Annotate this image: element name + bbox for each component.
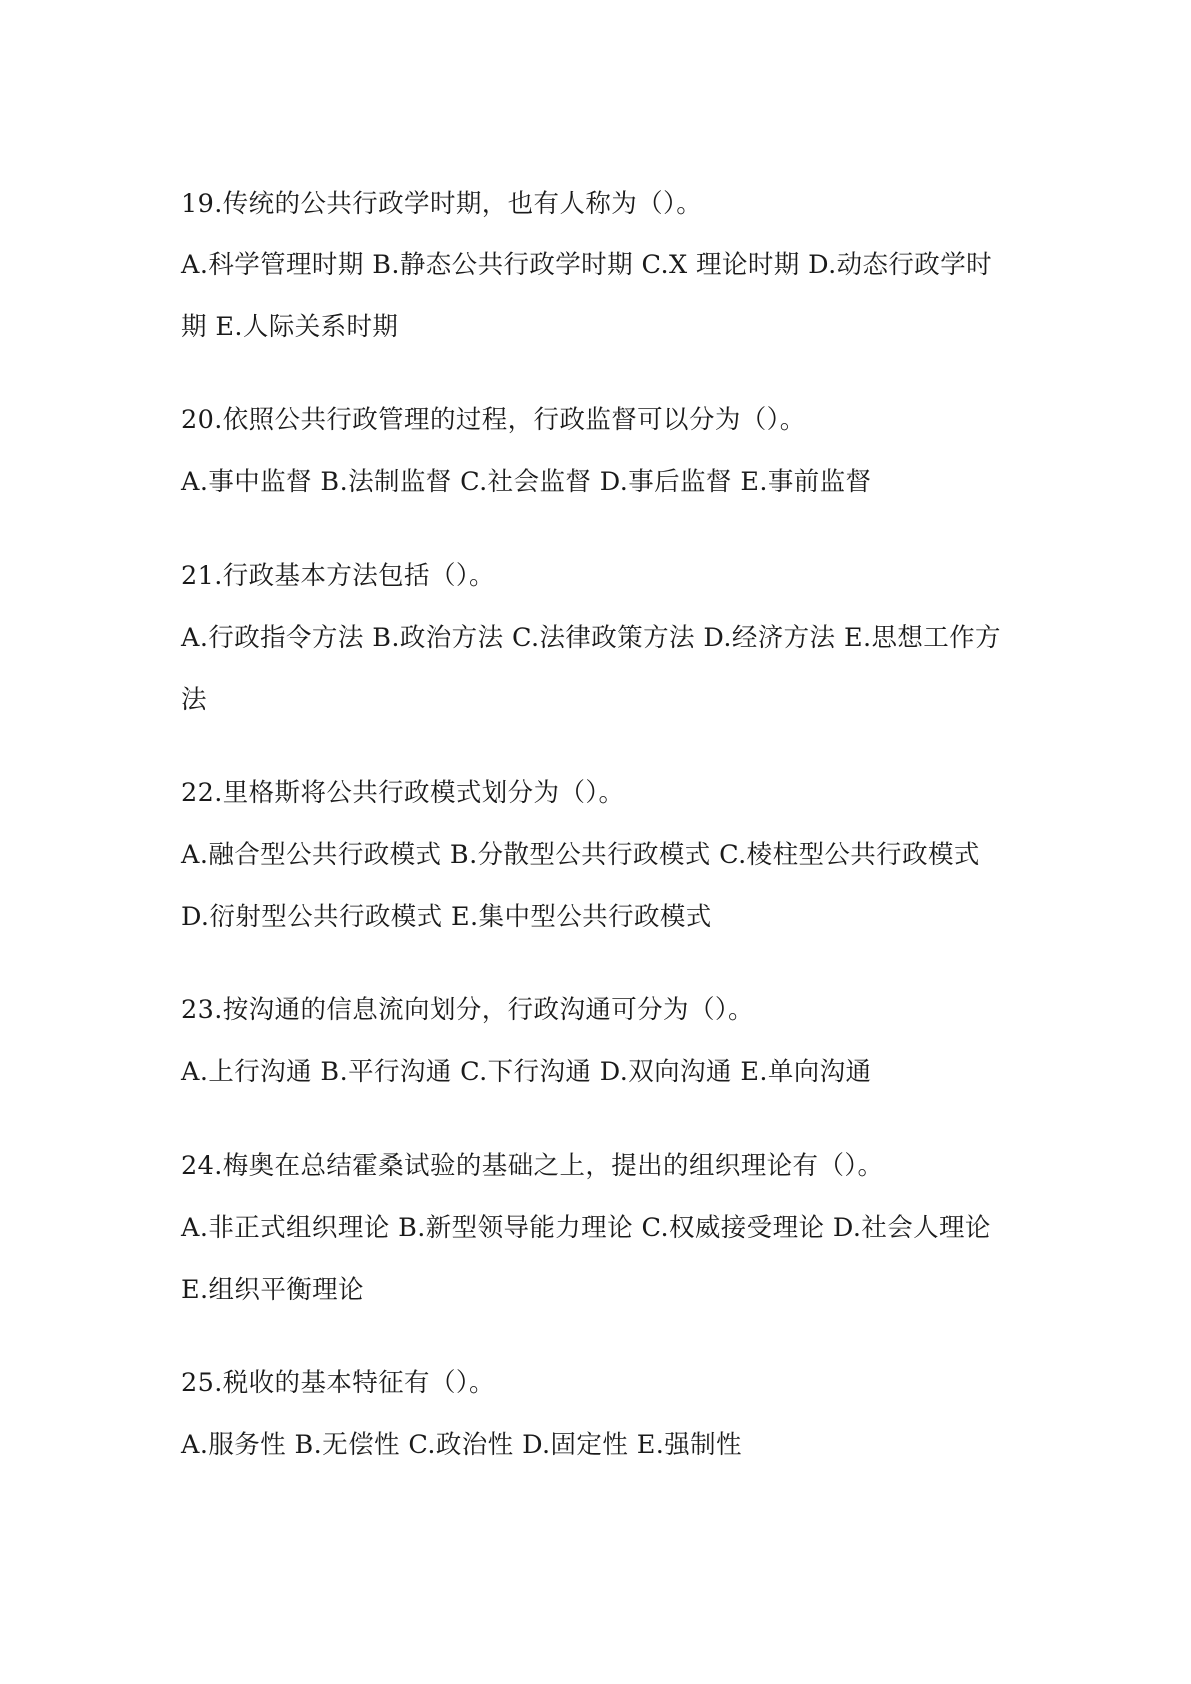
- question-23-options-line-1: A.上行沟通 B.平行沟通 C.下行沟通 D.双向沟通 E.单向沟通: [181, 1057, 872, 1087]
- question-21-options-line-1: A.行政指令方法 B.政治方法 C.法律政策方法 D.经济方法 E.思想工作方: [181, 623, 1001, 653]
- question-22-options-line-2: D.衍射型公共行政模式 E.集中型公共行政模式: [181, 902, 712, 932]
- question-19-options-line-1: A.科学管理时期 B.静态公共行政学时期 C.X 理论时期 D.动态行政学时: [181, 250, 992, 280]
- question-25-stem: 25.税收的基本特征有（）。: [181, 1368, 495, 1398]
- question-24-options-line-2: E.组织平衡理论: [181, 1275, 364, 1305]
- question-21-stem: 21.行政基本方法包括（）。: [181, 561, 495, 591]
- question-22-options-line-1: A.融合型公共行政模式 B.分散型公共行政模式 C.棱柱型公共行政模式: [181, 840, 980, 870]
- question-21-options-line-2: 法: [181, 685, 207, 715]
- question-25-options-line-1: A.服务性 B.无偿性 C.政治性 D.固定性 E.强制性: [181, 1430, 742, 1460]
- question-19-stem: 19.传统的公共行政学时期，也有人称为（）。: [181, 189, 703, 219]
- question-20-stem: 20.依照公共行政管理的过程，行政监督可以分为（）。: [181, 405, 806, 435]
- question-23-stem: 23.按沟通的信息流向划分，行政沟通可分为（）。: [181, 995, 754, 1025]
- question-20-options-line-1: A.事中监督 B.法制监督 C.社会监督 D.事后监督 E.事前监督: [181, 467, 872, 497]
- question-24-options-line-1: A.非正式组织理论 B.新型领导能力理论 C.权威接受理论 D.社会人理论: [181, 1213, 991, 1243]
- question-19-options-line-2: 期 E.人际关系时期: [181, 312, 399, 342]
- question-22-stem: 22.里格斯将公共行政模式划分为（）。: [181, 778, 625, 808]
- question-24-stem: 24.梅奥在总结霍桑试验的基础之上，提出的组织理论有（）。: [181, 1151, 884, 1181]
